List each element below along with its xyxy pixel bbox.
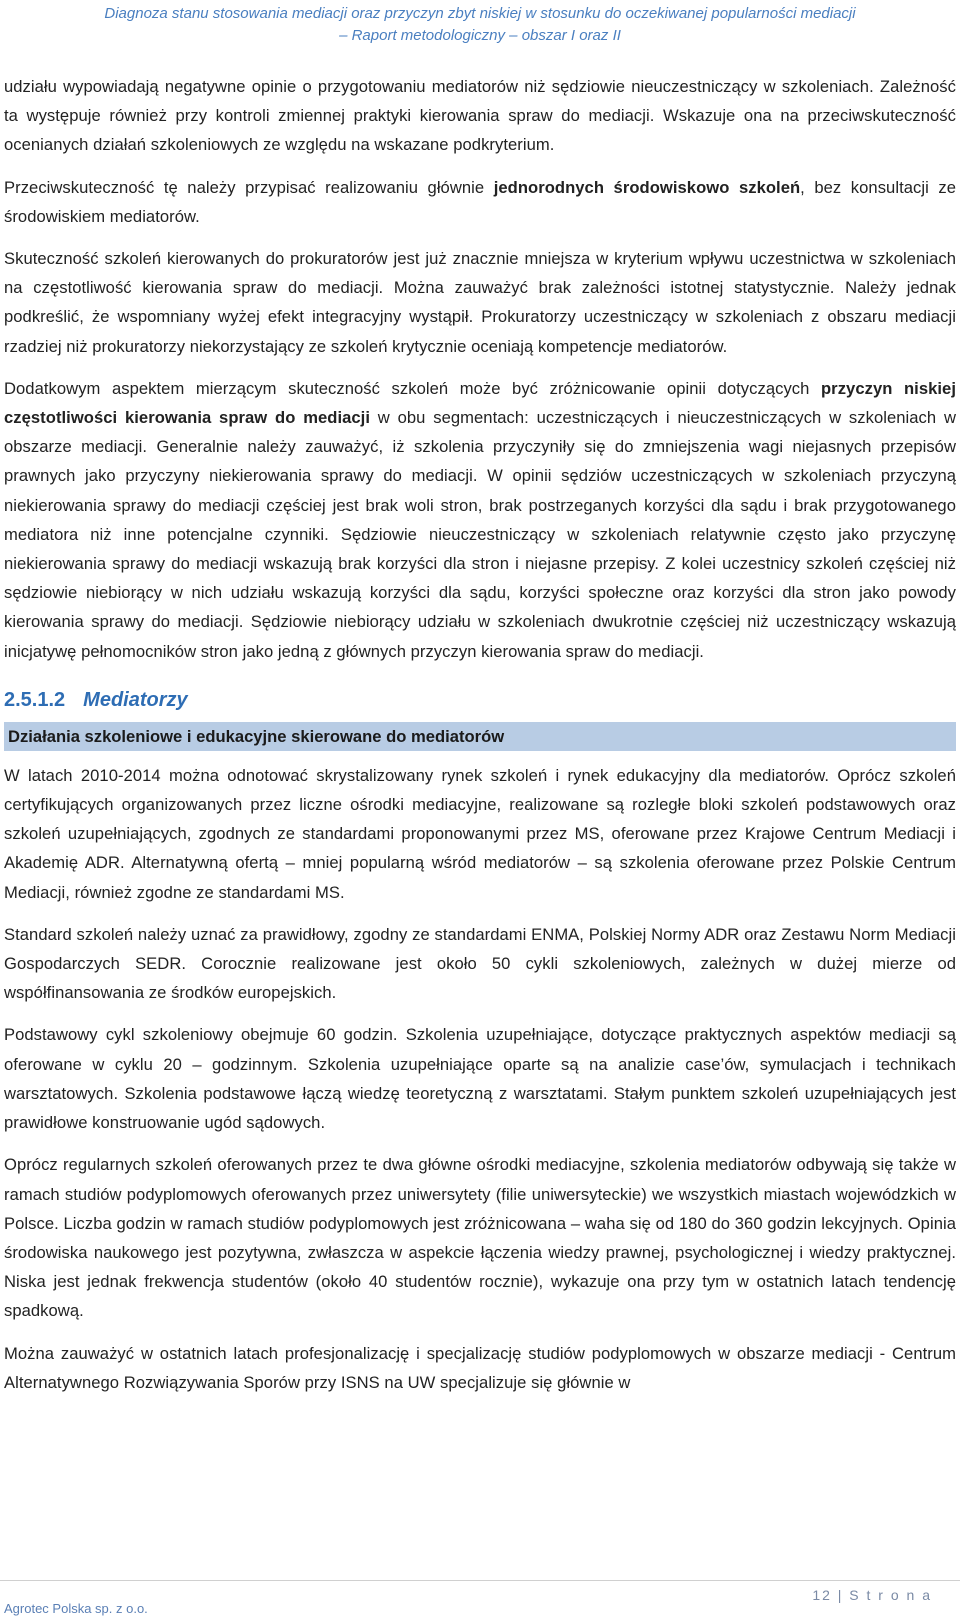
section-number: 2.5.1.2	[4, 688, 66, 711]
paragraph-2-text-c: , bez konsultacji ze środowiskiem mediatorów.	[4, 177, 956, 226]
subsection-band-heading: Działania szkoleniowe i edukacyjne skierowane do mediatorów	[4, 722, 956, 751]
footer-divider	[0, 1580, 960, 1581]
page-number: 12 | S t r o n a	[812, 1587, 932, 1603]
paragraph-3: Skuteczność szkoleń kierowanych do prokuratorów jest już znacznie mniejsza w kryterium wpływu uczestnictwa w szkoleniach na częstotliwość kierowania spraw do mediacji. Można zauważyć brak zależności istotnej statystycznie. Należy jednak podkreślić, że wspomniany wyżej efekt integracyjny wystąpił. Prokuratorzy uczestniczący w szkoleniach z obszaru mediacji rzadziej niż prokuratorzy niekorzystający ze szkoleń krytycznie oceniają kompetencje mediatorów.	[4, 249, 956, 356]
paragraph-8: Oprócz regularnych szkoleń oferowanych przez te dwa główne ośrodki mediacyjne, szkolenia mediatorów odbywają się także w ramach studiów podyplomowych oferowanych przez uniwersytety (filie uniwersyteckie) we wszystkich miastach wojewódzkich w Polsce. Liczba godzin w ramach studiów podyplomowych jest zróżnicowana – waha się od 180 do 360 godzin lekcyjnych. Opinia środowiska naukowego jest pozytywna, zwłaszcza w aspekcie łączenia wiedzy prawnej, psychologicznej i wiedzy praktycznej. Niska jest jednak frekwencja studentów (około 40 studentów rocznie), wykazuje ona przy tym w ostatnich latach tendencję spadkową.	[4, 1155, 956, 1321]
header-title-line2: – Raport metodologiczny – obszar I oraz II	[339, 27, 621, 44]
paragraph-4	[4, 374, 956, 666]
section-title: Mediatorzy	[83, 688, 188, 711]
paragraph-2-text-a: Przeciwskuteczność tę należy przypisać realizowaniu głównie	[4, 177, 494, 197]
paragraph-4-text-a: Dodatkowym aspektem mierzącym skuteczność szkoleń może być zróżnicowanie opinii dotyczących	[4, 378, 821, 398]
paragraph-6: Standard szkoleń należy uznać za prawidłowy, zgodny ze standardami ENMA, Polskiej Normy ADR oraz Zestawu Norm Mediacji Gospodarczych SEDR. Corocznie realizowane jest około 50 cykli szkoleniowych, zależnych w dużej mierze od współfinansowania ze środków europejskich.	[4, 924, 956, 1003]
paragraph-1: udziału wypowiadają negatywne opinie o przygotowaniu mediatorów niż sędziowie nieuczestniczący w szkoleniach. Zależność ta występuje również przy kontroli zmiennej praktyki kierowania spraw do mediacji. Wskazuje ona na przeciwskuteczność ocenianych działań szkoleniowych ze względu na wskazane podkryterium.	[4, 77, 956, 155]
paragraph-9: Można zauważyć w ostatnich latach profesjonalizację i specjalizację studiów podyplomowych w obszarze mediacji - Centrum Alternatywnego Rozwiązywania Sporów przy ISNS na UW specjalizuje się głównie w	[4, 1343, 956, 1392]
paragraph-7: Podstawowy cykl szkoleniowy obejmuje 60 godzin. Szkolenia uzupełniające, dotyczące praktycznych aspektów mediacji są oferowane w cyklu 20 – godzinnym. Szkolenia uzupełniające oparte są na analizie case’ów, symulacjach i technikach warsztatowych. Szkolenia podstawowe łączą wiedzę teoretyczną z warsztatami. Stałym punktem szkoleń uzupełniających jest prawidłowe konstruowanie ugód sądowych.	[4, 1025, 956, 1133]
footer-company: Agrotec Polska sp. z o.o.	[4, 1601, 148, 1616]
header-title-line1: Diagnoza stanu stosowania mediacji oraz przyczyn zbyt niskiej w stosunku do oczekiwanej popularności mediacji	[104, 5, 856, 22]
document-body	[4, 72, 956, 1410]
paragraph-2	[4, 173, 956, 231]
paragraph-4-bold: przyczyn niskiej częstotliwości kierowania spraw do mediacji	[4, 378, 956, 428]
paragraph-4-text-c: w obu segmentach: uczestniczących i nieuczestniczących w szkoleniach w obszarze mediacji. Generalnie należy zauważyć, iż szkolenia przyczyniły się do zmniejszenia wagi niejasnych przepisów prawnych jako przyczyny niekierowania sprawy do mediacji. W opinii sędziów uczestniczących w szkoleniach przyczyną niekierowania sprawy do mediacji częściej jest brak woli stron, brak postrzeganych korzyści dla sądu i brak przygotowanego mediatora niż inne potencjalne czynniki. Sędziowie nieuczestniczący w szkoleniach relatywnie często jako przyczynę niekierowania sprawy do mediacji wskazują brak korzyści dla stron i niejasne przepisy. Z kolei uczestnicy szkoleń częściej niż sędziowie niebiorący w nich udziału wskazują korzyści dla sądu, korzyści społeczne oraz korzyści dla stron jako powody kierowania sprawy do mediacji. Sędziowie niebiorący udziału w szkoleniach dwukrotnie częściej niż uczestniczący wskazują inicjatywę pełnomocników stron jako jedną z głównych przyczyn kierowania spraw do mediacji.	[4, 408, 956, 661]
paragraph-2-bold: jednorodnych środowiskowo szkoleń	[493, 177, 801, 197]
paragraph-5: W latach 2010-2014 można odnotować skrystalizowany rynek szkoleń i rynek edukacyjny dla mediatorów. Oprócz szkoleń certyfikujących organizowanych przez liczne ośrodki mediacyjne, realizowane są rozległe bloki szkoleń podstawowych oraz szkoleń uzupełniających, zgodnych ze standardami proponowanymi przez MS, oferowane przez Krajowe Centrum Mediacji i Akademię ADR. Alternatywną ofertą – mniej popularną wśród mediatorów – są szkolenia oferowane przez Polskie Centrum Mediacji, również zgodne ze standardami MS.	[4, 765, 956, 902]
page-header	[0, 0, 960, 47]
section-heading	[4, 684, 956, 716]
